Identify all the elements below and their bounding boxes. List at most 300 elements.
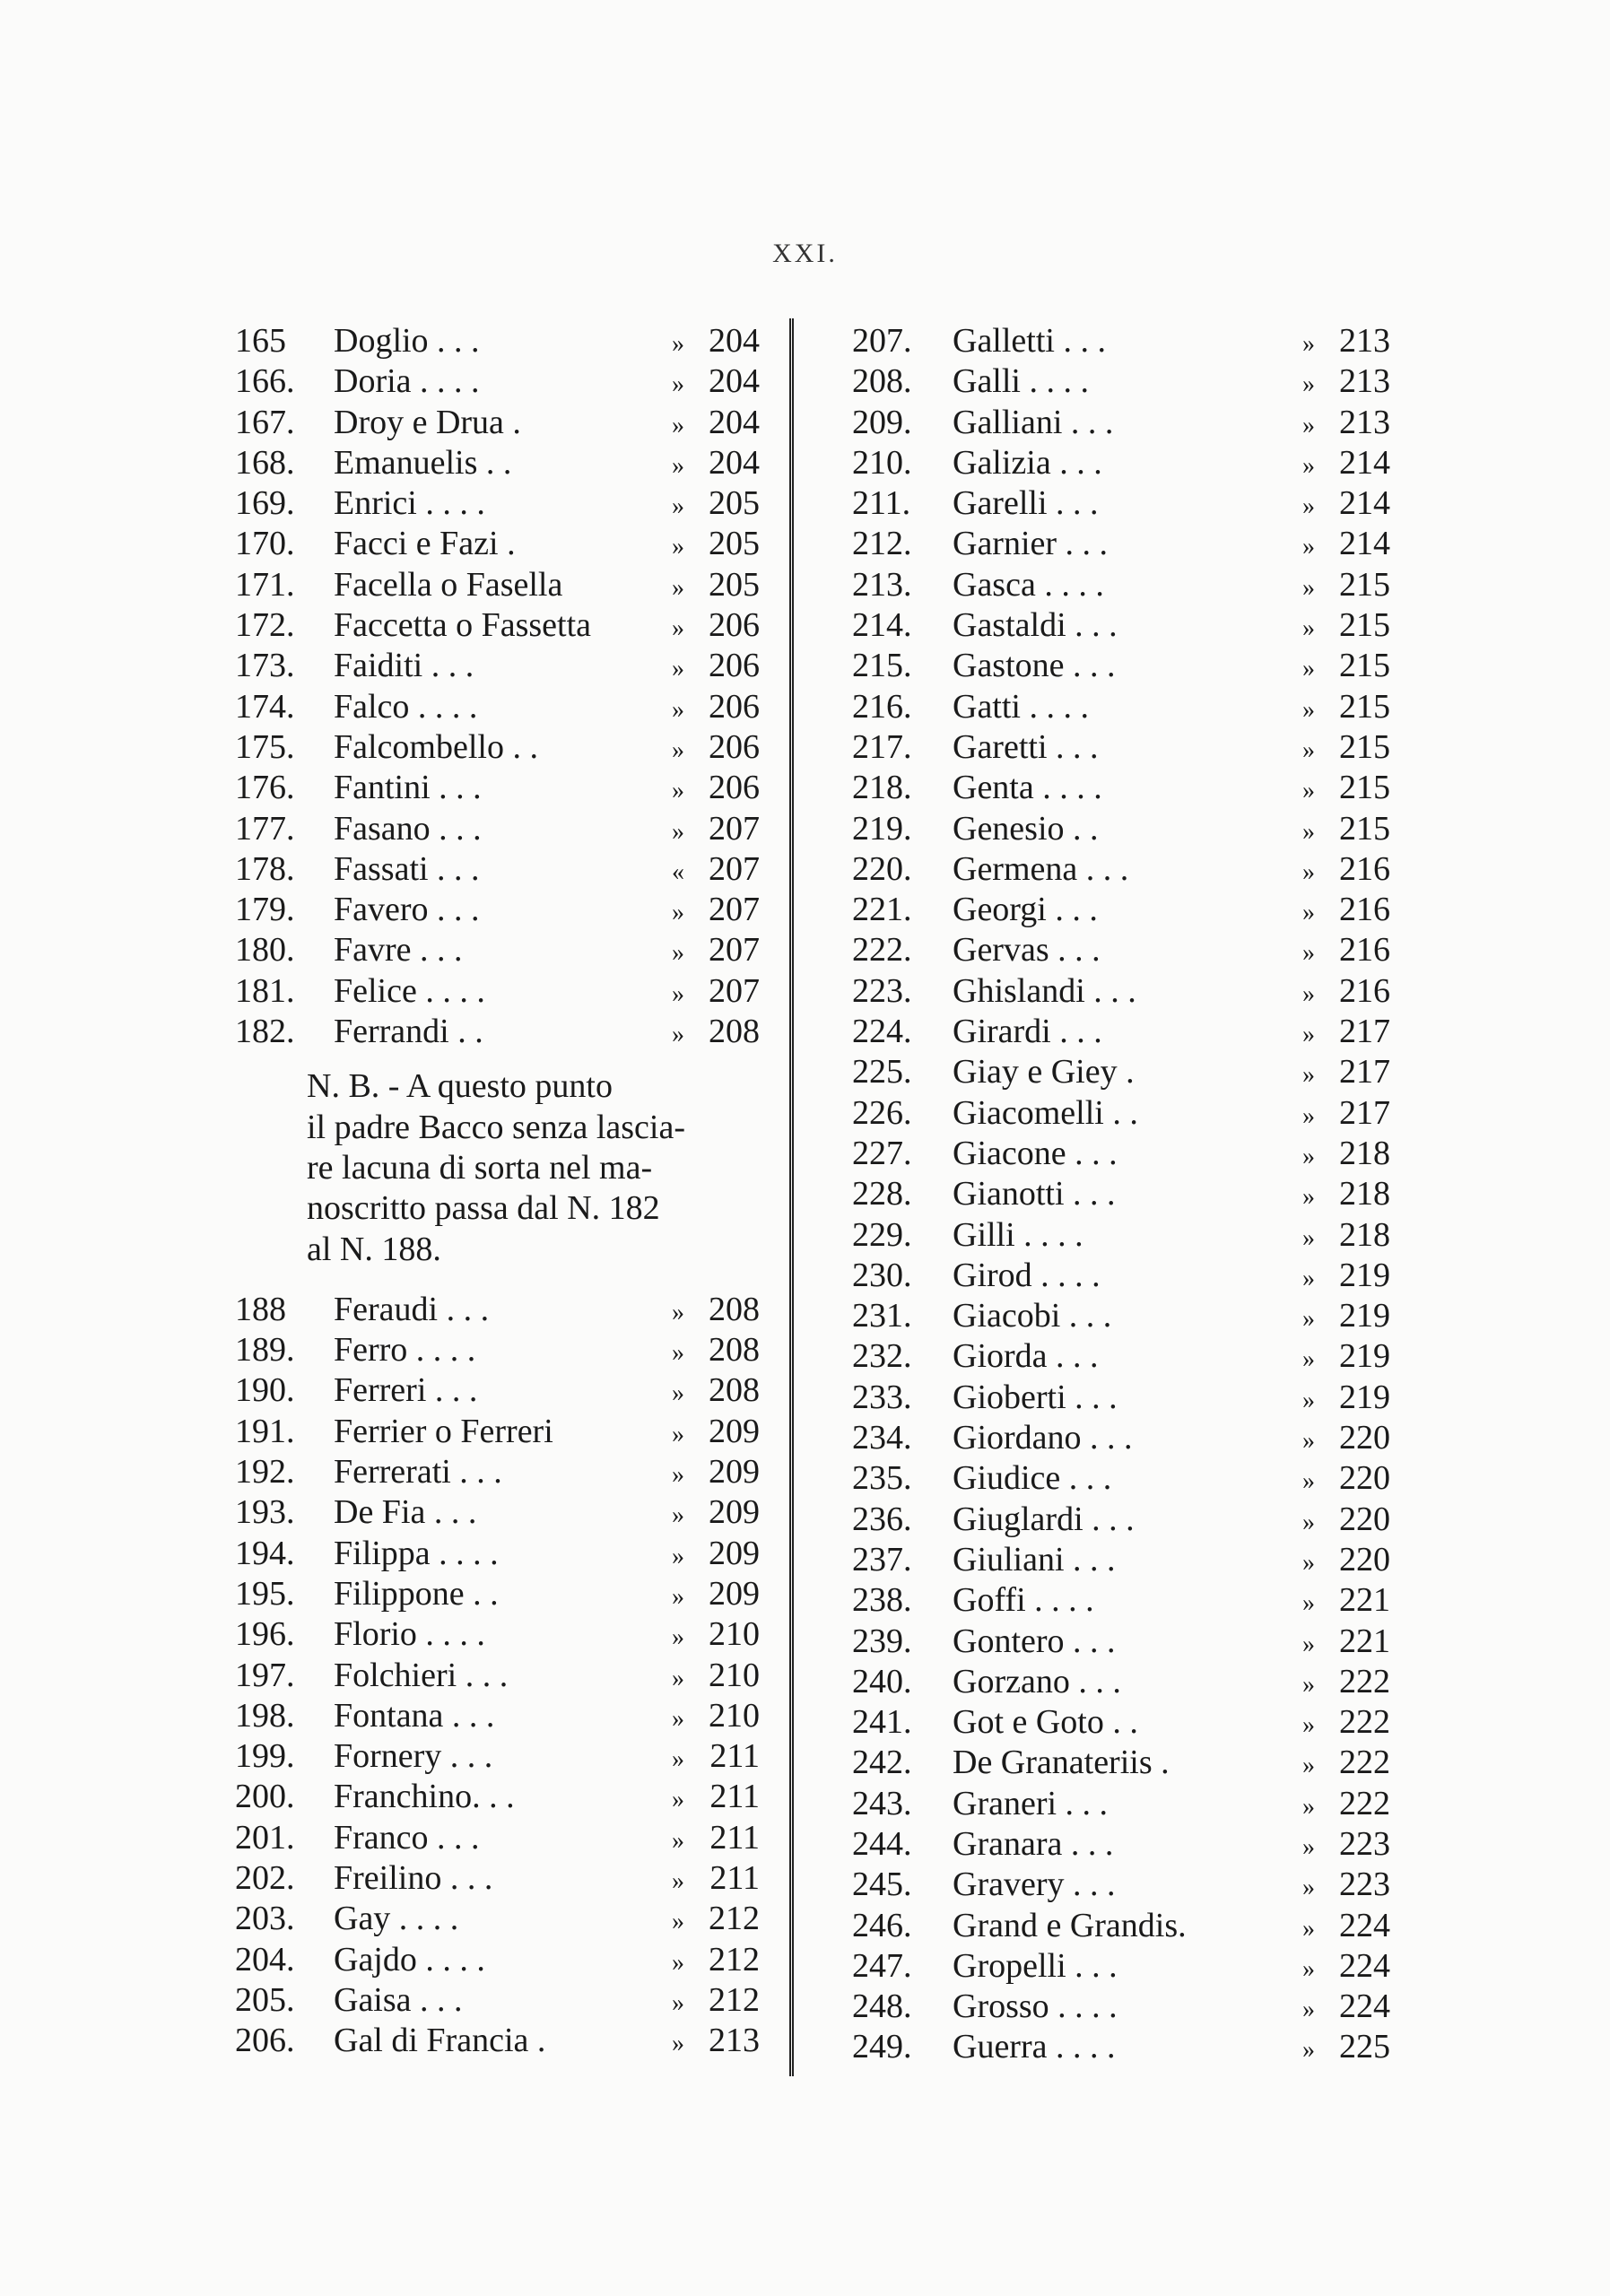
index-entry	[235, 687, 760, 727]
index-list-top	[235, 321, 760, 1052]
entry-mark: »	[1302, 1345, 1315, 1374]
entry-mark: »	[1302, 1996, 1315, 2024]
index-entry	[852, 930, 1390, 970]
entry-mark: »	[672, 655, 684, 683]
entry-mark: «	[672, 857, 684, 886]
index-entry	[235, 1534, 760, 1574]
entry-name: Grand e Grandis.	[953, 1906, 1187, 1944]
index-entry	[235, 1012, 760, 1052]
entry-mark: »	[1302, 735, 1315, 764]
entry-name: Ferrerati . . .	[334, 1453, 502, 1492]
entry-name: Girod . . . .	[953, 1256, 1101, 1294]
entry-name: Gravery . . .	[953, 1866, 1116, 1904]
index-entry	[235, 1980, 760, 2021]
entry-number: 211.	[852, 484, 911, 523]
index-entry	[235, 646, 760, 686]
entry-name: De Fia . . .	[334, 1493, 477, 1532]
entry-mark: »	[1302, 1589, 1315, 1618]
entry-name: Gaisa . . .	[334, 1980, 463, 2019]
entry-number: 217.	[852, 727, 912, 766]
entry-page: 225	[1339, 2028, 1390, 2066]
entry-number: 223.	[852, 971, 912, 1010]
entry-name: Falcombello . .	[334, 727, 538, 766]
index-entry	[852, 890, 1390, 930]
index-entry	[235, 971, 760, 1012]
entry-mark: »	[1302, 614, 1315, 643]
entry-page: 204	[709, 403, 760, 441]
entry-number: 199.	[235, 1737, 295, 1776]
index-entry	[852, 1134, 1390, 1174]
entry-name: Giuglardi . . .	[953, 1500, 1135, 1538]
index-entry	[235, 890, 760, 930]
index-entry	[235, 1452, 760, 1492]
index-entry	[852, 1052, 1390, 1092]
entry-name: Graneri . . .	[953, 1784, 1109, 1822]
entry-mark: »	[672, 451, 684, 480]
index-entry	[852, 1743, 1390, 1783]
entry-mark: »	[1302, 1792, 1315, 1821]
entry-page: 214	[1339, 525, 1390, 563]
index-entry	[852, 1865, 1390, 1905]
index-entry	[852, 1378, 1390, 1418]
index-entry	[235, 483, 760, 524]
index-entry	[235, 1899, 760, 1939]
index-list-right	[852, 321, 1390, 2068]
entry-number: 228.	[852, 1175, 912, 1213]
entry-number: 244.	[852, 1824, 912, 1863]
index-entry	[852, 809, 1390, 849]
entry-name: Giay e Giey .	[953, 1053, 1135, 1091]
index-entry	[852, 1946, 1390, 1987]
entry-page: 219	[1339, 1297, 1390, 1335]
entry-mark: »	[672, 1826, 684, 1855]
note-line: re lacuna di sorta nel ma-	[307, 1148, 653, 1187]
index-entry	[852, 1824, 1390, 1865]
entry-number: 242.	[852, 1744, 912, 1782]
entry-mark: »	[1302, 1183, 1315, 1212]
entry-mark: »	[672, 492, 684, 521]
index-entry	[235, 321, 760, 361]
entry-page: 210	[709, 1656, 760, 1694]
entry-name: Faccetta o Fassetta	[334, 606, 592, 645]
entry-name: Ferrandi . .	[334, 1013, 483, 1051]
entry-page: 218	[1339, 1175, 1390, 1213]
entry-number: 181.	[235, 971, 295, 1010]
entry-number: 202.	[235, 1858, 295, 1897]
note-line: il padre Bacco senza lascia-	[307, 1108, 685, 1146]
entry-number: 214.	[852, 606, 912, 645]
entry-mark: »	[1302, 1548, 1315, 1577]
index-list-bottom	[235, 1290, 760, 2062]
entry-page: 204	[709, 362, 760, 401]
entry-mark: »	[1302, 1223, 1315, 1252]
entry-page: 207	[709, 809, 760, 848]
entry-page: 218	[1339, 1134, 1390, 1172]
entry-number: 174.	[235, 687, 295, 726]
entry-number: 176.	[235, 769, 295, 807]
entry-number: 205.	[235, 1980, 295, 2019]
entry-mark: »	[1302, 1630, 1315, 1658]
entry-mark: »	[672, 1623, 684, 1652]
entry-page: 207	[709, 849, 760, 888]
entry-number: 190.	[235, 1371, 295, 1410]
entry-page: 222	[1339, 1703, 1390, 1742]
index-entry	[235, 443, 760, 483]
entry-name: Filippa . . . .	[334, 1534, 499, 1572]
entry-mark: »	[1302, 1914, 1315, 1943]
entry-number: 221.	[852, 891, 912, 929]
entry-mark: »	[672, 1379, 684, 1408]
entry-name: Gatti . . . .	[953, 687, 1089, 726]
entry-page: 217	[1339, 1053, 1390, 1091]
entry-page: 215	[1339, 606, 1390, 645]
entry-number: 191.	[235, 1412, 295, 1450]
entry-number: 197.	[235, 1656, 295, 1694]
entry-name: Feraudi . . .	[334, 1290, 490, 1328]
entry-mark: »	[672, 533, 684, 561]
entry-page: 221	[1339, 1622, 1390, 1660]
entry-mark: »	[1302, 695, 1315, 724]
index-entry	[235, 1656, 760, 1696]
entry-name: Giacobi . . .	[953, 1297, 1112, 1335]
entry-name: Grosso . . . .	[953, 1987, 1118, 2026]
entry-page: 219	[1339, 1337, 1390, 1376]
entry-name: Gal di Francia .	[334, 2022, 546, 2060]
entry-mark: »	[672, 1786, 684, 1814]
entry-mark: »	[672, 1988, 684, 2017]
entry-name: Gropelli . . .	[953, 1946, 1118, 1985]
entry-name: Fornery . . .	[334, 1737, 493, 1776]
entry-mark: »	[672, 695, 684, 724]
entry-page: 206	[709, 769, 760, 807]
index-entry	[235, 1777, 760, 1817]
entry-mark: »	[672, 1908, 684, 1936]
index-entry	[235, 1412, 760, 1452]
entry-name: Giacone . . .	[953, 1134, 1118, 1172]
entry-name: Felice . . . .	[334, 971, 485, 1010]
entry-name: Got e Goto . .	[953, 1703, 1138, 1742]
index-entry	[852, 443, 1390, 483]
index-entry	[852, 1418, 1390, 1458]
index-entry	[235, 1736, 760, 1777]
entry-page: 212	[709, 1900, 760, 1938]
entry-mark: »	[1302, 411, 1315, 439]
entry-number: 198.	[235, 1696, 295, 1735]
entry-number: 212.	[852, 525, 912, 563]
entry-name: Facella o Fasella	[334, 565, 563, 604]
index-entry	[235, 1574, 760, 1614]
index-entry	[852, 1906, 1390, 1946]
index-entry	[852, 687, 1390, 727]
entry-mark: »	[672, 411, 684, 439]
entry-mark: »	[672, 2030, 684, 2058]
entry-mark: »	[1302, 1061, 1315, 1090]
entry-mark: »	[672, 979, 684, 1008]
entry-name: Fasano . . .	[334, 809, 482, 848]
entry-mark: »	[1302, 1752, 1315, 1780]
entry-page: 215	[1339, 687, 1390, 726]
entry-mark: »	[1302, 2036, 1315, 2065]
entry-page: 211	[709, 1818, 760, 1857]
entry-page: 222	[1339, 1744, 1390, 1782]
entry-page: 220	[1339, 1419, 1390, 1457]
entry-name: Giuliani . . .	[953, 1540, 1116, 1578]
index-entry	[852, 1702, 1390, 1743]
page-number: XXI.	[772, 239, 838, 268]
entry-mark: »	[672, 939, 684, 968]
entry-name: Emanuelis . .	[334, 443, 512, 482]
entry-number: 230.	[852, 1256, 912, 1294]
entry-page: 209	[709, 1493, 760, 1532]
entry-name: Ferro . . . .	[334, 1331, 476, 1370]
entry-name: Galliani . . .	[953, 403, 1114, 441]
entry-name: Germena . . .	[953, 849, 1129, 888]
entry-mark: »	[1302, 573, 1315, 602]
entry-page: 212	[709, 1940, 760, 1979]
entry-mark: »	[1302, 1101, 1315, 1130]
index-entry	[852, 849, 1390, 890]
entry-mark: »	[1302, 899, 1315, 927]
index-entry	[235, 727, 760, 768]
entry-name: Falco . . . .	[334, 687, 478, 726]
entry-page: 220	[1339, 1500, 1390, 1538]
entry-name: Goffi . . . .	[953, 1581, 1094, 1620]
entry-mark: »	[1302, 1832, 1315, 1861]
entry-name: Gastone . . .	[953, 647, 1116, 685]
index-entry	[852, 727, 1390, 768]
entry-number: 201.	[235, 1818, 295, 1857]
entry-page: 215	[1339, 727, 1390, 766]
entry-mark: »	[1302, 1670, 1315, 1699]
entry-number: 170.	[235, 525, 295, 563]
entry-page: 224	[1339, 1987, 1390, 2026]
entry-mark: »	[1302, 1508, 1315, 1536]
index-entry	[235, 605, 760, 646]
entry-page: 210	[709, 1615, 760, 1654]
entry-page: 215	[1339, 769, 1390, 807]
entry-number: 235.	[852, 1459, 912, 1498]
index-entry	[235, 1614, 760, 1655]
entry-mark: »	[1302, 817, 1315, 846]
entry-page: 224	[1339, 1906, 1390, 1944]
entry-page: 213	[1339, 322, 1390, 360]
entry-page: 220	[1339, 1459, 1390, 1498]
entry-number: 200.	[235, 1778, 295, 1816]
entry-mark: »	[672, 1420, 684, 1448]
entry-name: Galli . . . .	[953, 362, 1089, 401]
entry-number: 238.	[852, 1581, 912, 1620]
entry-name: Gilli . . . .	[953, 1215, 1083, 1254]
entry-mark: »	[672, 1582, 684, 1611]
entry-page: 213	[1339, 362, 1390, 401]
entry-page: 215	[1339, 809, 1390, 848]
entry-number: 171.	[235, 565, 295, 604]
entry-page: 217	[1339, 1013, 1390, 1051]
entry-name: Fantini . . .	[334, 769, 482, 807]
index-entry	[235, 1492, 760, 1533]
entry-page: 208	[709, 1371, 760, 1410]
entry-page: 205	[709, 565, 760, 604]
entry-name: Fontana . . .	[334, 1696, 495, 1735]
index-entry	[852, 768, 1390, 808]
entry-page: 208	[709, 1013, 760, 1051]
index-entry	[852, 1580, 1390, 1621]
entry-number: 237.	[852, 1540, 912, 1578]
entry-page: 224	[1339, 1946, 1390, 1985]
entry-name: Genesio . .	[953, 809, 1099, 848]
index-entry	[235, 524, 760, 564]
index-entry	[235, 1940, 760, 1980]
entry-page: 206	[709, 606, 760, 645]
entry-number: 203.	[235, 1900, 295, 1938]
entry-number: 215.	[852, 647, 912, 685]
entry-page: 208	[709, 1290, 760, 1328]
index-entry	[852, 1987, 1390, 2027]
index-entry	[852, 524, 1390, 564]
entry-name: Galizia . . .	[953, 443, 1102, 482]
index-entry	[852, 1622, 1390, 1662]
index-entry	[235, 849, 760, 890]
entry-name: Gorzano . . .	[953, 1662, 1121, 1700]
entry-page: 208	[709, 1331, 760, 1370]
entry-number: 249.	[852, 2028, 912, 2066]
entry-name: Favre . . .	[334, 931, 463, 970]
entry-number: 239.	[852, 1622, 912, 1660]
entry-name: Guerra . . . .	[953, 2028, 1116, 2066]
index-entry	[852, 1784, 1390, 1824]
index-entry	[852, 403, 1390, 443]
entry-mark: »	[1302, 370, 1315, 399]
index-entry	[235, 565, 760, 605]
entry-page: 207	[709, 931, 760, 970]
entry-page: 214	[1339, 484, 1390, 523]
index-entry	[852, 1662, 1390, 1702]
entry-page: 215	[1339, 565, 1390, 604]
entry-mark: »	[1302, 1386, 1315, 1414]
entry-name: Granara . . .	[953, 1824, 1114, 1863]
entry-page: 205	[709, 525, 760, 563]
left-column	[235, 321, 760, 2061]
entry-name: De Granateriis .	[953, 1744, 1170, 1782]
right-column	[852, 321, 1390, 2068]
entry-name: Facci e Fazi .	[334, 525, 516, 563]
entry-name: Franchino. . .	[334, 1778, 515, 1816]
index-entry	[852, 1215, 1390, 1256]
entry-number: 166.	[235, 362, 295, 401]
entry-page: 222	[1339, 1784, 1390, 1822]
entry-number: 206.	[235, 2022, 295, 2060]
entry-number: 236.	[852, 1500, 912, 1538]
index-entry	[852, 1012, 1390, 1052]
entry-name: Giorda . . .	[953, 1337, 1099, 1376]
entry-mark: »	[1302, 1021, 1315, 1049]
entry-page: 206	[709, 727, 760, 766]
entry-name: Ferreri . . .	[334, 1371, 478, 1410]
index-entry	[852, 1174, 1390, 1214]
entry-number: 232.	[852, 1337, 912, 1376]
index-entry	[852, 483, 1390, 524]
index-entry	[235, 930, 760, 970]
entry-name: Georgi . . .	[953, 891, 1098, 929]
entry-mark: »	[1302, 1264, 1315, 1292]
entry-number: 233.	[852, 1378, 912, 1416]
entry-number: 192.	[235, 1453, 295, 1492]
index-entry	[235, 403, 760, 443]
entry-mark: »	[672, 817, 684, 846]
entry-number: 227.	[852, 1134, 912, 1172]
entry-mark: »	[672, 899, 684, 927]
entry-name: Favero . . .	[334, 891, 480, 929]
entry-page: 207	[709, 971, 760, 1010]
entry-name: Gasca . . . .	[953, 565, 1104, 604]
entry-page: 223	[1339, 1866, 1390, 1904]
entry-page: 209	[709, 1453, 760, 1492]
index-entry	[235, 1858, 760, 1899]
entry-number: 234.	[852, 1419, 912, 1457]
entry-name: Giacomelli . .	[953, 1093, 1138, 1132]
entry-number: 172.	[235, 606, 295, 645]
entry-name: Garetti . . .	[953, 727, 1099, 766]
entry-page: 217	[1339, 1093, 1390, 1132]
entry-page: 206	[709, 647, 760, 685]
entry-name: Gajdo . . . .	[334, 1940, 485, 1979]
entry-mark: »	[1302, 1142, 1315, 1170]
entry-mark: »	[672, 1664, 684, 1692]
entry-name: Garelli . . .	[953, 484, 1099, 523]
entry-name: Droy e Drua .	[334, 403, 521, 441]
entry-name: Gervas . . .	[953, 931, 1101, 970]
entry-number: 229.	[852, 1215, 912, 1254]
index-entry	[235, 768, 760, 808]
entry-name: Ghislandi . . .	[953, 971, 1136, 1010]
entry-mark: »	[1302, 330, 1315, 358]
entry-number: 208.	[852, 362, 912, 401]
entry-page: 209	[709, 1412, 760, 1450]
entry-page: 204	[709, 443, 760, 482]
entry-mark: »	[672, 777, 684, 805]
entry-name: Giordano . . .	[953, 1419, 1133, 1457]
note-line: al N. 188.	[307, 1230, 441, 1268]
entry-mark: »	[1302, 857, 1315, 886]
index-entry	[852, 2027, 1390, 2067]
entry-number: 196.	[235, 1615, 295, 1654]
index-entry	[852, 1458, 1390, 1499]
entry-number: 225.	[852, 1053, 912, 1091]
editorial-note	[235, 1066, 760, 1269]
entry-mark: »	[672, 370, 684, 399]
entry-mark: »	[1302, 777, 1315, 805]
entry-name: Garnier . . .	[953, 525, 1109, 563]
entry-page: 218	[1339, 1215, 1390, 1254]
entry-number: 207.	[852, 322, 912, 360]
entry-number: 179.	[235, 891, 295, 929]
index-entry	[852, 1336, 1390, 1377]
entry-number: 189.	[235, 1331, 295, 1370]
index-entry	[852, 1296, 1390, 1336]
entry-name: Freilino . . .	[334, 1858, 493, 1897]
entry-page: 212	[709, 1980, 760, 2019]
entry-mark: »	[672, 1298, 684, 1326]
entry-page: 211	[709, 1778, 760, 1816]
entry-page: 211	[709, 1737, 760, 1776]
entry-name: Florio . . . .	[334, 1615, 485, 1654]
entry-number: 169.	[235, 484, 295, 523]
entry-page: 213	[1339, 403, 1390, 441]
entry-name: Faiditi . . .	[334, 647, 474, 685]
entry-mark: »	[672, 330, 684, 358]
entry-page: 207	[709, 891, 760, 929]
entry-name: Filippone . .	[334, 1574, 499, 1613]
